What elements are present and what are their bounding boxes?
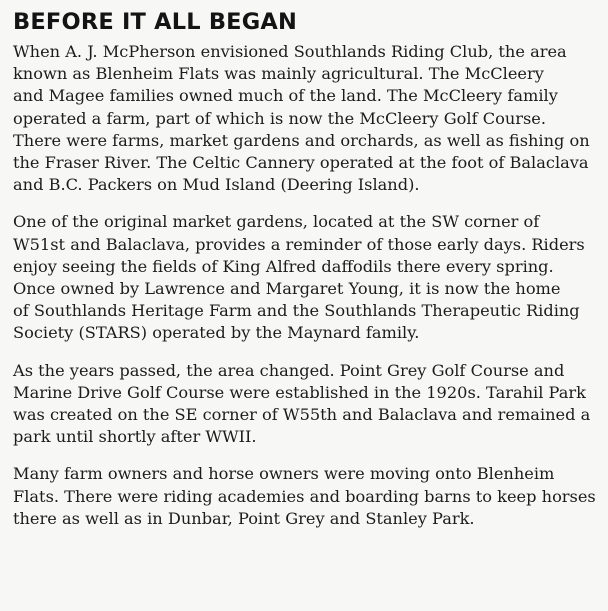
text-line: there as well as in Dunbar, Point Grey and Stanley Park.: [13, 508, 475, 528]
section-heading: BEFORE IT ALL BEGAN: [13, 9, 298, 35]
paragraph-2: [13, 211, 598, 344]
text-line: Society (STARS) operated by the Maynard family.: [13, 323, 420, 343]
text-line: As the years passed, the area changed. Point Grey Golf Course and: [13, 360, 565, 380]
text-line: and Magee families owned much of the land. The McCleery family: [13, 86, 558, 106]
text-line: and B.C. Packers on Mud Island (Deering Island).: [13, 175, 420, 195]
text-line: enjoy seeing the fields of King Alfred daffodils there every spring.: [13, 256, 554, 276]
text-line: known as Blenheim Flats was mainly agricultural. The McCleery: [13, 64, 544, 84]
paragraph-3: [13, 360, 598, 449]
paragraph-4: [13, 463, 598, 530]
text-line: park until shortly after WWII.: [13, 427, 257, 447]
paragraph-1: [13, 41, 598, 196]
text-line: operated a farm, part of which is now the McCleery Golf Course.: [13, 108, 547, 128]
text-line: Flats. There were riding academies and boarding barns to keep horses: [13, 486, 596, 506]
text-line: There were farms, market gardens and orchards, as well as fishing on: [13, 130, 590, 150]
text-line: W51st and Balaclava, provides a reminder of those early days. Riders: [13, 234, 585, 254]
text-line: Once owned by Lawrence and Margaret Young, it is now the home: [13, 279, 561, 299]
text-line: of Southlands Heritage Farm and the Southlands Therapeutic Riding: [13, 301, 580, 321]
text-line: the Fraser River. The Celtic Cannery operated at the foot of Balaclava: [13, 153, 589, 173]
text-line: One of the original market gardens, located at the SW corner of: [13, 212, 540, 232]
text-line: Many farm owners and horse owners were moving onto Blenheim: [13, 464, 555, 484]
text-line: was created on the SE corner of W55th and Balaclava and remained a: [13, 405, 591, 425]
text-line: Marine Drive Golf Course were established in the 1920s. Tarahil Park: [13, 382, 586, 402]
text-line: When A. J. McPherson envisioned Southlands Riding Club, the area: [13, 42, 567, 61]
